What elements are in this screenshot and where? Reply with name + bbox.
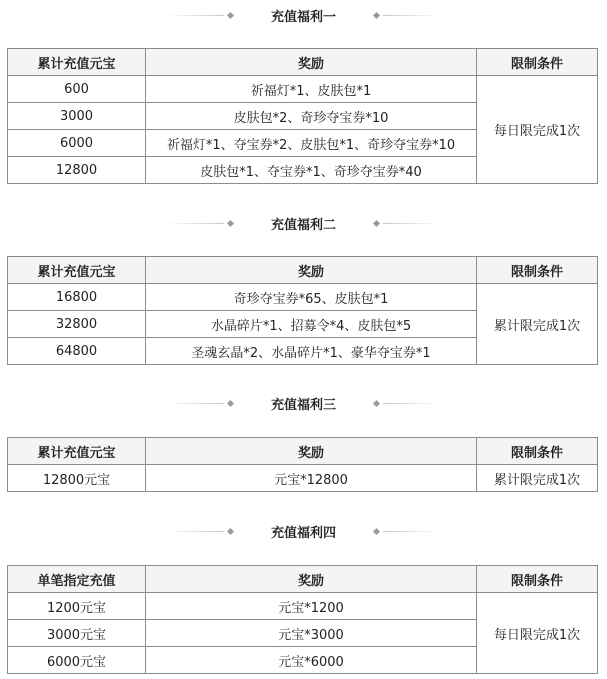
diamond-icon xyxy=(227,527,234,534)
amount-cell: 32800 xyxy=(8,311,146,338)
reward-cell: 元宝*6000 xyxy=(146,647,477,674)
diamond-icon xyxy=(373,527,380,534)
header-limit: 限制条件 xyxy=(477,257,598,284)
table-row xyxy=(8,593,598,620)
title-divider-right xyxy=(370,401,441,406)
title-divider-right xyxy=(370,13,441,18)
section-title-text: 充值福利三 xyxy=(270,397,336,413)
amount-cell: 1200元宝 xyxy=(8,593,146,620)
limit-cell: 累计限完成1次 xyxy=(477,284,598,365)
reward-table-2 xyxy=(7,256,598,365)
table-header-row xyxy=(8,566,598,593)
section-title-1 xyxy=(0,5,607,25)
limit-cell: 每日限完成1次 xyxy=(477,76,598,184)
header-limit: 限制条件 xyxy=(477,49,598,76)
limit-cell: 累计限完成1次 xyxy=(477,465,598,492)
header-reward: 奖励 xyxy=(146,438,477,465)
amount-cell: 12800 xyxy=(8,157,146,184)
header-reward: 奖励 xyxy=(146,257,477,284)
limit-cell: 每日限完成1次 xyxy=(477,593,598,674)
title-divider-left xyxy=(166,221,237,226)
section-title-text: 充值福利二 xyxy=(270,217,336,233)
table-row xyxy=(8,465,598,492)
reward-cell: 元宝*12800 xyxy=(146,465,477,492)
amount-cell: 6000元宝 xyxy=(8,647,146,674)
reward-cell: 元宝*3000 xyxy=(146,620,477,647)
diamond-icon xyxy=(373,11,380,18)
title-divider-left xyxy=(166,13,237,18)
amount-cell: 64800 xyxy=(8,338,146,365)
amount-cell: 3000元宝 xyxy=(8,620,146,647)
reward-cell: 奇珍夺宝券*65、皮肤包*1 xyxy=(146,284,477,311)
amount-cell: 600 xyxy=(8,76,146,103)
header-amount: 累计充值元宝 xyxy=(8,257,146,284)
header-limit: 限制条件 xyxy=(477,566,598,593)
amount-cell: 3000 xyxy=(8,103,146,130)
title-divider-right xyxy=(370,221,441,226)
diamond-icon xyxy=(373,399,380,406)
title-divider-left xyxy=(166,401,237,406)
section-title-text: 充值福利四 xyxy=(270,525,336,541)
table-header-row xyxy=(8,49,598,76)
header-amount: 累计充值元宝 xyxy=(8,49,146,76)
header-reward: 奖励 xyxy=(146,566,477,593)
section-title-4 xyxy=(0,521,607,541)
header-amount: 单笔指定充值 xyxy=(8,566,146,593)
amount-cell: 6000 xyxy=(8,130,146,157)
header-amount: 累计充值元宝 xyxy=(8,438,146,465)
reward-table-3 xyxy=(7,437,598,492)
diamond-icon xyxy=(227,399,234,406)
reward-cell: 圣魂玄晶*2、水晶碎片*1、豪华夺宝券*1 xyxy=(146,338,477,365)
diamond-icon xyxy=(227,219,234,226)
diamond-icon xyxy=(227,11,234,18)
title-divider-left xyxy=(166,529,237,534)
section-title-2 xyxy=(0,213,607,233)
table-header-row xyxy=(8,438,598,465)
amount-cell: 16800 xyxy=(8,284,146,311)
reward-cell: 祈福灯*1、夺宝券*2、皮肤包*1、奇珍夺宝券*10 xyxy=(146,130,477,157)
amount-cell: 12800元宝 xyxy=(8,465,146,492)
reward-table-4 xyxy=(7,565,598,674)
table-row xyxy=(8,76,598,103)
section-title-text: 充值福利一 xyxy=(270,9,336,25)
reward-cell: 元宝*1200 xyxy=(146,593,477,620)
header-limit: 限制条件 xyxy=(477,438,598,465)
title-divider-right xyxy=(370,529,441,534)
header-reward: 奖励 xyxy=(146,49,477,76)
diamond-icon xyxy=(373,219,380,226)
reward-cell: 皮肤包*1、夺宝券*1、奇珍夺宝券*40 xyxy=(146,157,477,184)
reward-cell: 祈福灯*1、皮肤包*1 xyxy=(146,76,477,103)
reward-cell: 水晶碎片*1、招募令*4、皮肤包*5 xyxy=(146,311,477,338)
reward-table-1 xyxy=(7,48,598,184)
table-row xyxy=(8,284,598,311)
section-title-3 xyxy=(0,393,607,413)
table-header-row xyxy=(8,257,598,284)
reward-cell: 皮肤包*2、奇珍夺宝券*10 xyxy=(146,103,477,130)
